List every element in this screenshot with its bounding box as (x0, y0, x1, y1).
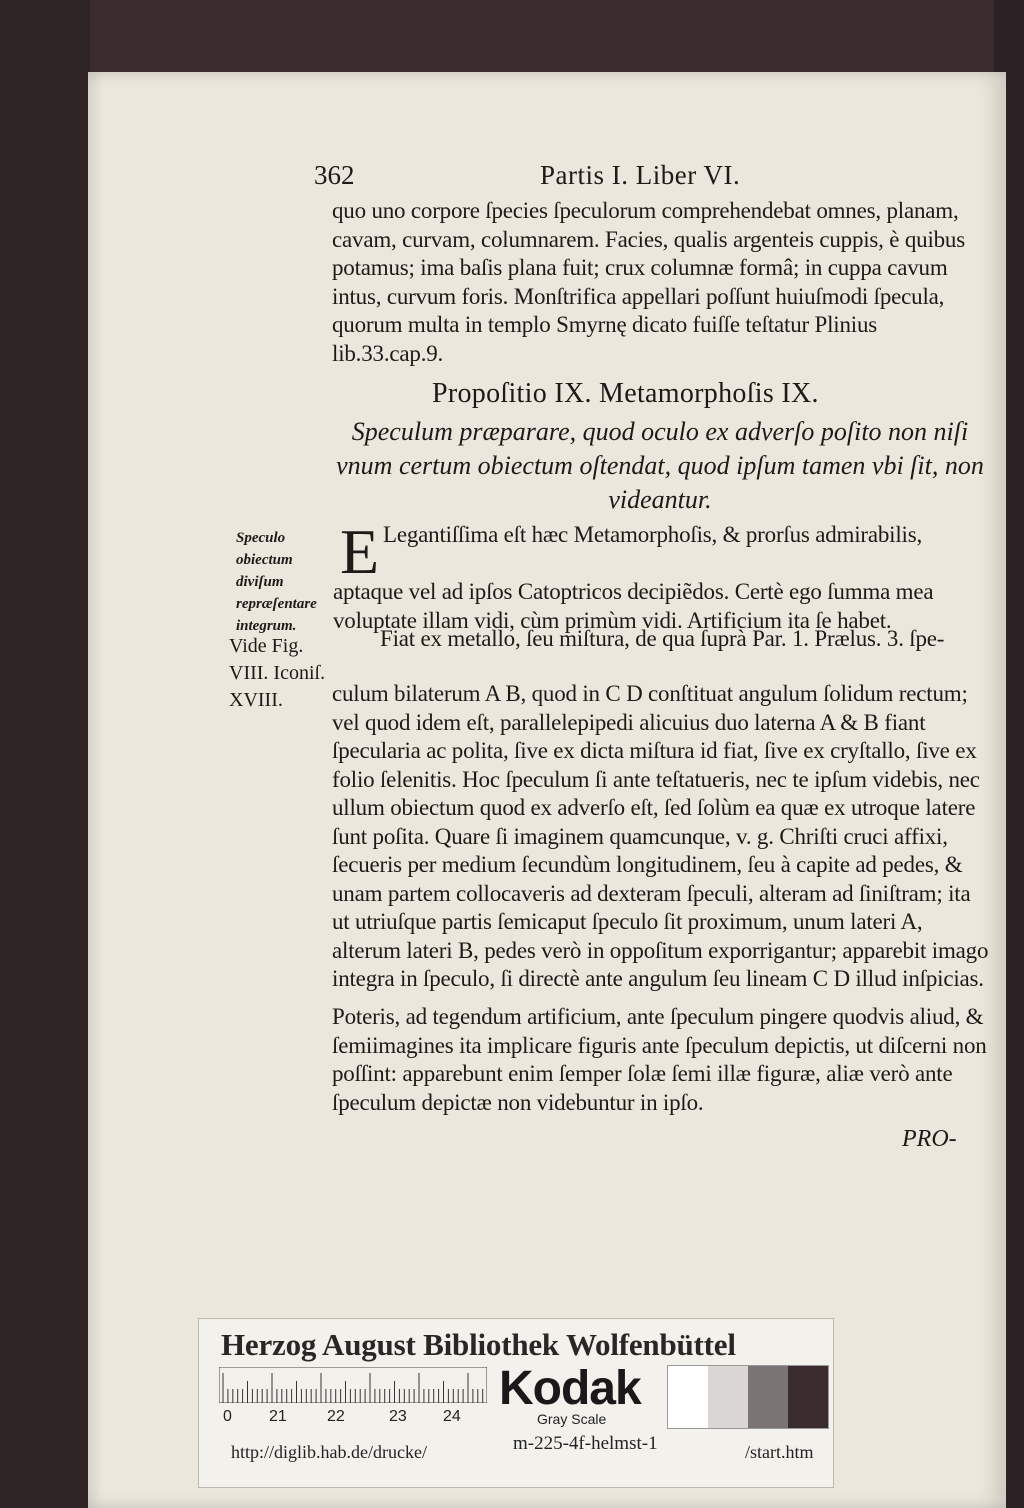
scanner-backdrop-left (0, 0, 90, 1508)
swatch (748, 1366, 788, 1428)
running-title: Partis I. Liber VI. (540, 160, 741, 190)
ruler-icon (219, 1367, 487, 1403)
library-color-card (198, 1318, 834, 1488)
paragraph-3-first-line: Fiat ex metallo, ſeu miſtura, de qua ſuprà Par. 1. Prælus. 3. ſpe- (380, 626, 945, 651)
swatch (708, 1366, 748, 1428)
ruler-label: 22 (327, 1408, 345, 1425)
ruler-label: 0 (223, 1408, 232, 1425)
library-name: Herzog August Bibliothek Wolfenbüttel (221, 1327, 736, 1362)
proposition-enunciation: Speculum præparare, quod oculo ex adverſo poſito non niſi vnum certum obiectum oſtendat, quod ipſum tamen vbi ſit, non videantur. (336, 417, 984, 514)
shelf-code: m-225-4f-helmst-1 (513, 1433, 658, 1454)
gray-scale-label: Gray Scale (537, 1411, 607, 1427)
url-prefix: http://diglib.hab.de/drucke/ (231, 1442, 427, 1462)
ruler-label: 24 (443, 1408, 461, 1425)
catchword: PRO- (902, 1126, 957, 1152)
paragraph-4: Poteris, ad tegendum artificium, ante ſpeculum pingere quodvis aliud, & ſemiimagines ita implicare figuris ante ſpeculum depictis, ut diſcerni non poſſint: apparebunt enim ſemper ſolæ ſemi illæ figuræ, aliæ verò ante ſpeculum depictæ non videbuntur in ipſo. (332, 1004, 987, 1115)
ruler-label: 23 (389, 1408, 407, 1425)
paragraph-2-rest: aptaque vel ad ipſos Catoptricos decipiẽdos. Certè ego ſumma mea voluptate illam vidi, cùm primùm vidi. Artificium ita ſe habet. (333, 579, 934, 633)
paragraph-1: quo uno corpore ſpecies ſpeculorum comprehendebat omnes, planam, cavam, curvam, columnarem. Facies, qualis argenteis cuppis, è quibus potamus; ima baſis plana fuit; crux columnæ formâ; in cuppa cavum intus, curvum foris. Monſtrifica appellari poſſunt huiuſmodi ſpecula, quorum multa in templo Smyrnę dicato fuiſſe teſtatur Plinius lib.33.cap.9. (332, 198, 965, 366)
paragraph-2-first-line: Legantiſſima eſt hæc Metamorphoſis, & prorſus admirabilis, (383, 522, 923, 547)
kodak-logo: Kodak (499, 1362, 641, 1415)
ruler-labels (219, 1408, 487, 1430)
ruler-label: 21 (269, 1408, 287, 1425)
proposition-heading: Propoſitio IX. Metamorphoſis IX. (432, 378, 819, 409)
page-number: 362 (314, 160, 355, 190)
swatch (668, 1366, 708, 1428)
paragraph-3-rest: culum bilaterum A B, quod in C D conſtituat angulum ſolidum rectum; vel quod idem eſt, parallelepipedi alicuius duo laterna A & B fiant ſpecularia ac polita, ſive ex dicta miſtura id fiat, ſive ex cryſtallo, ſive ex folio ſelenitis. Hoc ſpeculum ſi ante teſtatueris, nec te ipſum videbis, nec ullum obiectum quod ex adverſo eſt, ſed ſolùm ea quæ ex utroque latere ſunt poſita. Quare ſi imaginem quamcunque, v. g. Chriſti cruci affixi, ſecueris per medium ſecundùm longitudinem, ſeu à capite ad pedes, & unam partem collocaveris ad dexteram ſpeculi, alteram ad ſiniſtram; ita ut utriuſque partis ſemicaput ſpeculo ſit proximum, unum lateri A, alterum lateri B, pedes verò in oppoſitum exporrigantur; apparebit imago integra in ſpeculo, ſi directè ante angulum ſeu lineam C D illud inſpicias. (332, 681, 989, 991)
swatch (788, 1366, 828, 1428)
drop-capital: E (340, 516, 380, 587)
gray-scale-swatches (667, 1365, 829, 1429)
url-suffix: /start.htm (745, 1442, 814, 1462)
margin-note: Speculo obiectum diviſum repræſentare integrum. (236, 530, 317, 634)
figure-reference: Vide Fig. VIII. Iconiſ. XVIII. (229, 635, 326, 711)
